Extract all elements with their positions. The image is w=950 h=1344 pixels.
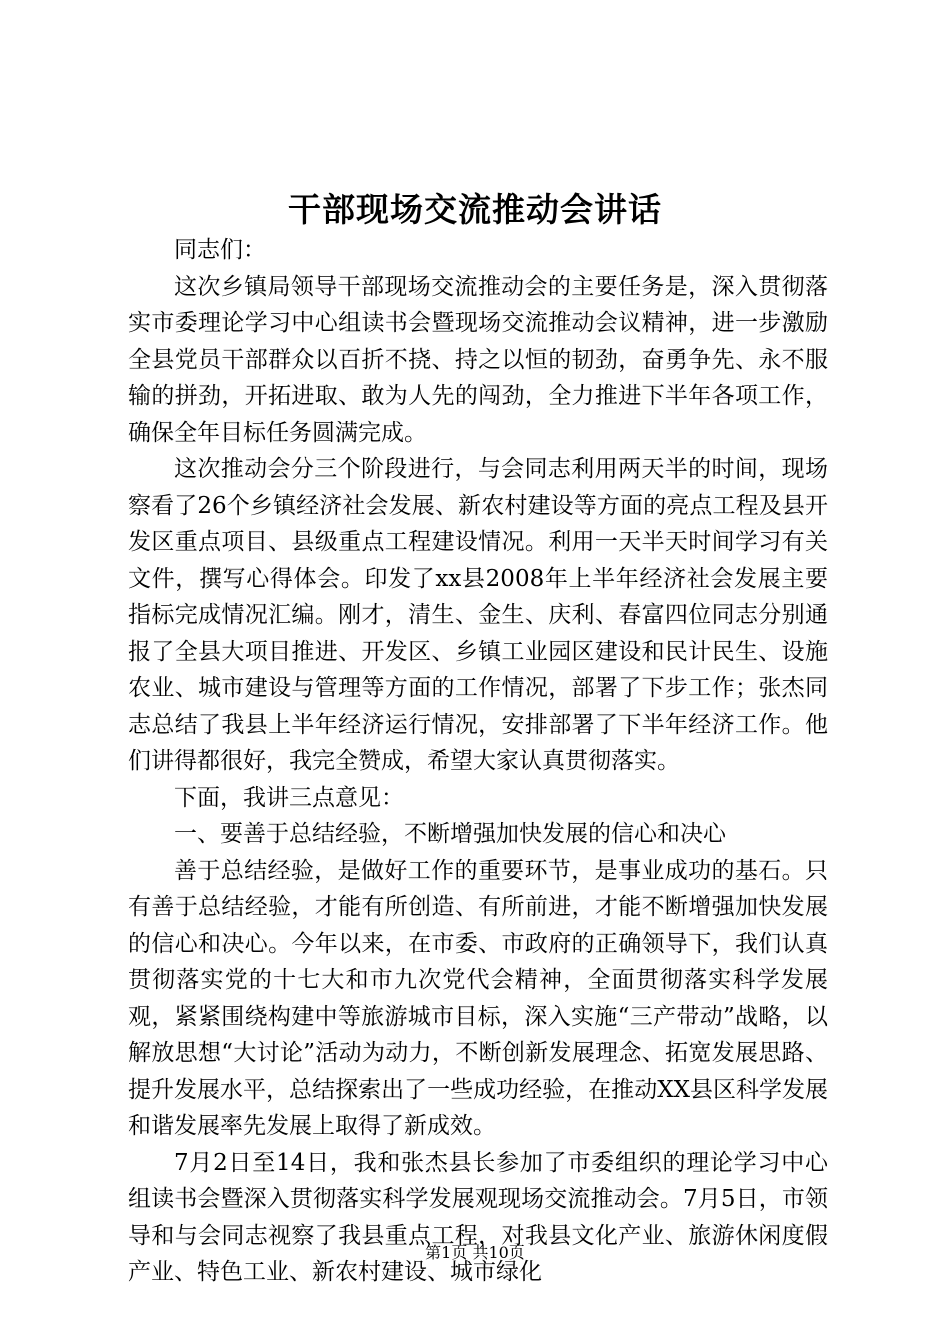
paragraph: 这次乡镇局领导干部现场交流推动会的主要任务是，深入贯彻落实市委理论学习中心组读书会暨现场交流推动会议精神，进一步激励全县党员干部群众以百折不挠、持之以恒的韧劲，奋勇争先、永不服输的拼劲，开拓进取、敢为人先的闯劲，全力推进下半年各项工作，确保全年目标任务圆满完成。 bbox=[128, 273, 828, 446]
paragraph-salutation: 同志们： bbox=[174, 237, 266, 263]
page-number-footer: 第1页 共10页 bbox=[425, 1243, 525, 1262]
paragraph: 7月2日至14日，我和张杰县长参加了市委组织的理论学习中心组读书会暨深入贯彻落实科学发展观现场交流推动会。7月5日，市领导和与会同志视察了我县重点工程，对我县文化产业、旅游休闲度假产业、特色工业、新农村建设、城市绿化 bbox=[128, 1149, 828, 1285]
section-heading: 一、要善于总结经验，不断增强加快发展的信心和决心 bbox=[174, 821, 726, 847]
paragraph: 善于总结经验，是做好工作的重要环节，是事业成功的基石。只有善于总结经验，才能有所创造、有所前进，才能不断增强加快发展的信心和决心。今年以来，在市委、市政府的正确领导下，我们认真贯彻落实党的十七大和市九次党代会精神，全面贯彻落实科学发展观，紧紧围绕构建中等旅游城市目标，深入实施“三产带动”战略，以解放思想“大讨论”活动为动力，不断创新发展理念、拓宽发展思路、提升发展水平，总结探索出了一些成功经验，在推动XX县区科学发展和谐发展率先发展上取得了新成效。 bbox=[128, 857, 828, 1139]
paragraph: 下面，我讲三点意见： bbox=[174, 784, 404, 811]
document-body bbox=[128, 232, 828, 1291]
document-title: 干部现场交流推动会讲话 bbox=[288, 190, 662, 229]
paragraph: 这次推动会分三个阶段进行，与会同志利用两天半的时间，现场察看了26个乡镇经济社会发展、新农村建设等方面的亮点工程及县开发区重点项目、县级重点工程建设情况。利用一天半天时间学习有关文件，撰写心得体会。印发了xx县2008年上半年经济社会发展主要指标完成情况汇编。刚才，清生、金生、庆利、春富四位同志分别通报了全县大项目推进、开发区、乡镇工业园区建设和民计民生、设施农业、城市建设与管理等方面的工作情况，部署了下步工作；张杰同志总结了我县上半年经济运行情况，安排部署了下半年经济工作。他们讲得都很好，我完全赞成，希望大家认真贯彻落实。 bbox=[128, 456, 828, 774]
